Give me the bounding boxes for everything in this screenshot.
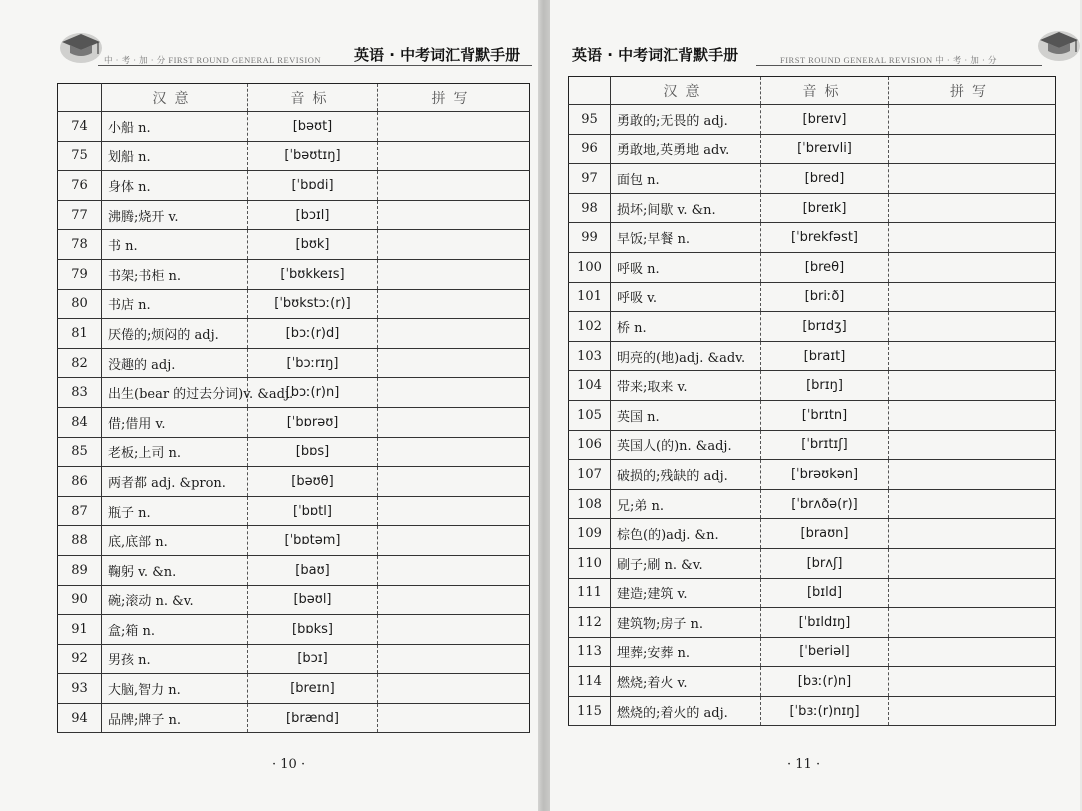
left-header-title: 英语 · 中考词汇背默手册	[354, 46, 521, 64]
entry-spelling-blank	[378, 703, 530, 733]
entry-phonetic: [ˈbʊkkeɪs]	[248, 259, 378, 289]
entry-phonetic: [ˈbreɪvli]	[761, 134, 889, 164]
entry-phonetic: [breɪk]	[761, 193, 889, 223]
entry-number: 106	[569, 430, 611, 460]
entry-number: 115	[569, 696, 611, 726]
entry-phonetic: [breɪv]	[761, 105, 889, 135]
entry-meaning: 勇敢的;无畏的 adj.	[611, 105, 761, 135]
table-row	[569, 519, 1056, 549]
entry-meaning: 损坏;间歇 v. &n.	[611, 193, 761, 223]
entry-meaning: 鞠躬 v. &n.	[102, 555, 248, 585]
entry-number: 95	[569, 105, 611, 135]
entry-phonetic: [bɪld]	[761, 578, 889, 608]
entry-phonetic: [ˈbəʊtɪŋ]	[248, 141, 378, 171]
entry-meaning: 刷子;刷 n. &v.	[611, 548, 761, 578]
entry-spelling-blank	[378, 407, 530, 437]
entry-spelling-blank	[378, 555, 530, 585]
entry-meaning: 书架;书柜 n.	[102, 259, 248, 289]
entry-phonetic: [bɒs]	[248, 437, 378, 467]
entry-spelling-blank	[378, 348, 530, 378]
entry-meaning: 小船 n.	[102, 112, 248, 142]
entry-spelling-blank	[889, 460, 1056, 490]
entry-number: 85	[58, 437, 102, 467]
entry-phonetic: [bɜː(r)n]	[761, 667, 889, 697]
entry-number: 108	[569, 489, 611, 519]
entry-phonetic: [bɔɪl]	[248, 200, 378, 230]
entry-number: 109	[569, 519, 611, 549]
entry-meaning: 燃烧;着火 v.	[611, 667, 761, 697]
table-row	[58, 200, 530, 230]
entry-meaning: 棕色(的)adj. &n.	[611, 519, 761, 549]
entry-phonetic: [ˈbrɪtɪʃ]	[761, 430, 889, 460]
entry-number: 79	[58, 259, 102, 289]
entry-phonetic: [ˈbrekfəst]	[761, 223, 889, 253]
table-header-row	[58, 84, 530, 112]
table-row	[58, 171, 530, 201]
entry-meaning: 书 n.	[102, 230, 248, 260]
table-row	[58, 674, 530, 704]
table-row	[58, 112, 530, 142]
entry-meaning: 建筑物;房子 n.	[611, 608, 761, 638]
entry-meaning: 勇敢地,英勇地 adv.	[611, 134, 761, 164]
left-header	[58, 28, 532, 74]
entry-spelling-blank	[378, 437, 530, 467]
entry-spelling-blank	[889, 223, 1056, 253]
entry-spelling-blank	[378, 644, 530, 674]
entry-spelling-blank	[889, 489, 1056, 519]
entry-spelling-blank	[378, 171, 530, 201]
entry-meaning: 英国 n.	[611, 400, 761, 430]
table-row	[569, 696, 1056, 726]
graduation-cap-icon	[58, 26, 104, 66]
entry-phonetic: [bəʊl]	[248, 585, 378, 615]
entry-meaning: 两者都 adj. &pron.	[102, 467, 248, 497]
right-rows	[569, 105, 1056, 726]
table-row	[569, 282, 1056, 312]
entry-number: 93	[58, 674, 102, 704]
entry-spelling-blank	[378, 230, 530, 260]
table-row	[58, 555, 530, 585]
table-row	[569, 252, 1056, 282]
entry-number: 86	[58, 467, 102, 497]
entry-number: 103	[569, 341, 611, 371]
entry-number: 75	[58, 141, 102, 171]
entry-meaning: 没趣的 adj.	[102, 348, 248, 378]
table-row	[569, 105, 1056, 135]
entry-spelling-blank	[889, 105, 1056, 135]
entry-phonetic: [bɔɪ]	[248, 644, 378, 674]
entry-number: 89	[58, 555, 102, 585]
entry-phonetic: [ˈbrɪtn]	[761, 400, 889, 430]
table-row	[569, 312, 1056, 342]
entry-meaning: 带来;取来 v.	[611, 371, 761, 401]
table-row	[569, 637, 1056, 667]
entry-number: 100	[569, 252, 611, 282]
right-page	[550, 0, 1080, 811]
entry-number: 92	[58, 644, 102, 674]
entry-number: 94	[58, 703, 102, 733]
header-number	[58, 84, 102, 112]
entry-phonetic: [braɪt]	[761, 341, 889, 371]
entry-number: 76	[58, 171, 102, 201]
entry-spelling-blank	[378, 112, 530, 142]
entry-number: 104	[569, 371, 611, 401]
entry-spelling-blank	[378, 496, 530, 526]
entry-number: 87	[58, 496, 102, 526]
table-row	[58, 496, 530, 526]
entry-spelling-blank	[378, 585, 530, 615]
entry-spelling-blank	[889, 667, 1056, 697]
table-row	[58, 348, 530, 378]
entry-meaning: 借;借用 v.	[102, 407, 248, 437]
table-row	[569, 460, 1056, 490]
entry-phonetic: [ˈbɪldɪŋ]	[761, 608, 889, 638]
entry-meaning: 品牌;牌子 n.	[102, 703, 248, 733]
entry-meaning: 呼吸 v.	[611, 282, 761, 312]
entry-phonetic: [ˈbɒtəm]	[248, 526, 378, 556]
entry-number: 107	[569, 460, 611, 490]
left-header-rule	[98, 65, 532, 66]
entry-number: 78	[58, 230, 102, 260]
table-row	[58, 703, 530, 733]
page-number: · 11 ·	[787, 757, 821, 772]
right-header	[568, 28, 1042, 74]
entry-spelling-blank	[378, 141, 530, 171]
entry-meaning: 埋葬;安葬 n.	[611, 637, 761, 667]
entry-number: 99	[569, 223, 611, 253]
entry-number: 83	[58, 378, 102, 408]
entry-number: 82	[58, 348, 102, 378]
entry-meaning: 老板;上司 n.	[102, 437, 248, 467]
entry-meaning: 呼吸 n.	[611, 252, 761, 282]
header-spell: 拼写	[889, 77, 1056, 105]
graduation-cap-icon	[1036, 24, 1082, 64]
table-row	[58, 319, 530, 349]
header-spell: 拼写	[378, 84, 530, 112]
entry-number: 96	[569, 134, 611, 164]
entry-meaning: 书店 n.	[102, 289, 248, 319]
entry-meaning: 破损的;残缺的 adj.	[611, 460, 761, 490]
entry-number: 110	[569, 548, 611, 578]
table-row	[58, 289, 530, 319]
entry-phonetic: [bʊk]	[248, 230, 378, 260]
entry-phonetic: [bɔː(r)d]	[248, 319, 378, 349]
entry-meaning: 面包 n.	[611, 164, 761, 194]
table-row	[58, 615, 530, 645]
entry-phonetic: [ˈbɒdi]	[248, 171, 378, 201]
entry-phonetic: [bəʊt]	[248, 112, 378, 142]
entry-meaning: 身体 n.	[102, 171, 248, 201]
entry-spelling-blank	[889, 696, 1056, 726]
page-number: · 10 ·	[272, 757, 306, 772]
header-meaning: 汉意	[102, 84, 248, 112]
table-row	[569, 371, 1056, 401]
entry-spelling-blank	[378, 378, 530, 408]
left-page	[0, 0, 538, 811]
entry-number: 74	[58, 112, 102, 142]
entry-meaning: 瓶子 n.	[102, 496, 248, 526]
table-row	[58, 230, 530, 260]
table-row	[569, 193, 1056, 223]
entry-meaning: 划船 n.	[102, 141, 248, 171]
entry-meaning: 底,底部 n.	[102, 526, 248, 556]
entry-phonetic: [ˈbrəʊkən]	[761, 460, 889, 490]
table-row	[58, 437, 530, 467]
entry-phonetic: [braʊn]	[761, 519, 889, 549]
entry-phonetic: [brænd]	[248, 703, 378, 733]
table-row	[569, 400, 1056, 430]
entry-phonetic: [ˈbɒtl]	[248, 496, 378, 526]
entry-meaning: 明亮的(地)adj. &adv.	[611, 341, 761, 371]
entry-spelling-blank	[378, 289, 530, 319]
table-row	[569, 578, 1056, 608]
table-row	[569, 223, 1056, 253]
entry-spelling-blank	[889, 548, 1056, 578]
table-row	[569, 489, 1056, 519]
book-spine	[538, 0, 550, 811]
left-header-subtitle: 中 · 考 · 加 · 分 FIRST ROUND GENERAL REVISION	[104, 55, 321, 65]
table-row	[569, 608, 1056, 638]
entry-spelling-blank	[889, 341, 1056, 371]
entry-spelling-blank	[889, 312, 1056, 342]
header-number	[569, 77, 611, 105]
header-ipa: 音标	[761, 77, 889, 105]
table-row	[58, 467, 530, 497]
entry-phonetic: [brɪdʒ]	[761, 312, 889, 342]
entry-phonetic: [bɔː(r)n]	[248, 378, 378, 408]
entry-spelling-blank	[378, 526, 530, 556]
entry-meaning: 兄;弟 n.	[611, 489, 761, 519]
entry-number: 91	[58, 615, 102, 645]
entry-spelling-blank	[378, 200, 530, 230]
table-row	[58, 259, 530, 289]
entry-spelling-blank	[889, 637, 1056, 667]
entry-number: 111	[569, 578, 611, 608]
entry-phonetic: [briːð]	[761, 282, 889, 312]
table-row	[58, 378, 530, 408]
entry-meaning: 男孩 n.	[102, 644, 248, 674]
table-row	[58, 526, 530, 556]
entry-phonetic: [bəʊθ]	[248, 467, 378, 497]
table-row	[58, 407, 530, 437]
entry-spelling-blank	[889, 608, 1056, 638]
entry-phonetic: [bɒks]	[248, 615, 378, 645]
entry-spelling-blank	[889, 578, 1056, 608]
entry-spelling-blank	[889, 282, 1056, 312]
entry-number: 98	[569, 193, 611, 223]
header-meaning: 汉意	[611, 77, 761, 105]
right-header-rule	[756, 65, 1042, 66]
entry-meaning: 桥 n.	[611, 312, 761, 342]
table-row	[58, 585, 530, 615]
entry-meaning: 大脑,智力 n.	[102, 674, 248, 704]
entry-number: 114	[569, 667, 611, 697]
entry-phonetic: [baʊ]	[248, 555, 378, 585]
entry-phonetic: [ˈbrʌðə(r)]	[761, 489, 889, 519]
entry-spelling-blank	[889, 400, 1056, 430]
entry-spelling-blank	[378, 674, 530, 704]
right-vocab-table	[568, 76, 1056, 726]
entry-number: 90	[58, 585, 102, 615]
entry-number: 97	[569, 164, 611, 194]
entry-spelling-blank	[889, 519, 1056, 549]
entry-meaning: 盒;箱 n.	[102, 615, 248, 645]
entry-meaning: 燃烧的;着火的 adj.	[611, 696, 761, 726]
entry-spelling-blank	[889, 164, 1056, 194]
entry-meaning: 英国人(的)n. &adj.	[611, 430, 761, 460]
entry-number: 81	[58, 319, 102, 349]
entry-spelling-blank	[889, 430, 1056, 460]
left-rows	[58, 112, 530, 733]
entry-phonetic: [brʌʃ]	[761, 548, 889, 578]
table-row	[569, 341, 1056, 371]
entry-number: 84	[58, 407, 102, 437]
table-row	[569, 548, 1056, 578]
entry-phonetic: [ˈberiəl]	[761, 637, 889, 667]
left-vocab-table	[57, 83, 530, 733]
entry-meaning: 厌倦的;烦闷的 adj.	[102, 319, 248, 349]
entry-phonetic: [ˈbɔːrɪŋ]	[248, 348, 378, 378]
table-header-row	[569, 77, 1056, 105]
entry-spelling-blank	[378, 615, 530, 645]
entry-number: 102	[569, 312, 611, 342]
entry-spelling-blank	[378, 319, 530, 349]
entry-phonetic: [bred]	[761, 164, 889, 194]
entry-number: 105	[569, 400, 611, 430]
entry-number: 88	[58, 526, 102, 556]
table-row	[58, 644, 530, 674]
entry-number: 113	[569, 637, 611, 667]
entry-phonetic: [ˈbɜː(r)nɪŋ]	[761, 696, 889, 726]
entry-meaning: 出生(bear 的过去分词)v. &adj.	[102, 378, 248, 408]
entry-phonetic: [brɪŋ]	[761, 371, 889, 401]
right-header-subtitle: FIRST ROUND GENERAL REVISION 中 · 考 · 加 · 分	[780, 55, 997, 65]
entry-meaning: 碗;滚动 n. &v.	[102, 585, 248, 615]
table-row	[58, 141, 530, 171]
entry-number: 80	[58, 289, 102, 319]
entry-number: 112	[569, 608, 611, 638]
entry-number: 101	[569, 282, 611, 312]
entry-meaning: 早饭;早餐 n.	[611, 223, 761, 253]
table-row	[569, 667, 1056, 697]
entry-phonetic: [ˈbʊkstɔː(r)]	[248, 289, 378, 319]
entry-spelling-blank	[889, 134, 1056, 164]
entry-spelling-blank	[889, 371, 1056, 401]
table-row	[569, 430, 1056, 460]
entry-number: 77	[58, 200, 102, 230]
entry-spelling-blank	[378, 259, 530, 289]
right-header-title: 英语 · 中考词汇背默手册	[572, 46, 739, 64]
entry-spelling-blank	[889, 193, 1056, 223]
entry-meaning: 沸腾;烧开 v.	[102, 200, 248, 230]
entry-phonetic: [ˈbɒrəʊ]	[248, 407, 378, 437]
entry-phonetic: [breɪn]	[248, 674, 378, 704]
header-ipa: 音标	[248, 84, 378, 112]
entry-phonetic: [breθ]	[761, 252, 889, 282]
entry-spelling-blank	[378, 467, 530, 497]
table-row	[569, 134, 1056, 164]
entry-spelling-blank	[889, 252, 1056, 282]
table-row	[569, 164, 1056, 194]
entry-meaning: 建造;建筑 v.	[611, 578, 761, 608]
